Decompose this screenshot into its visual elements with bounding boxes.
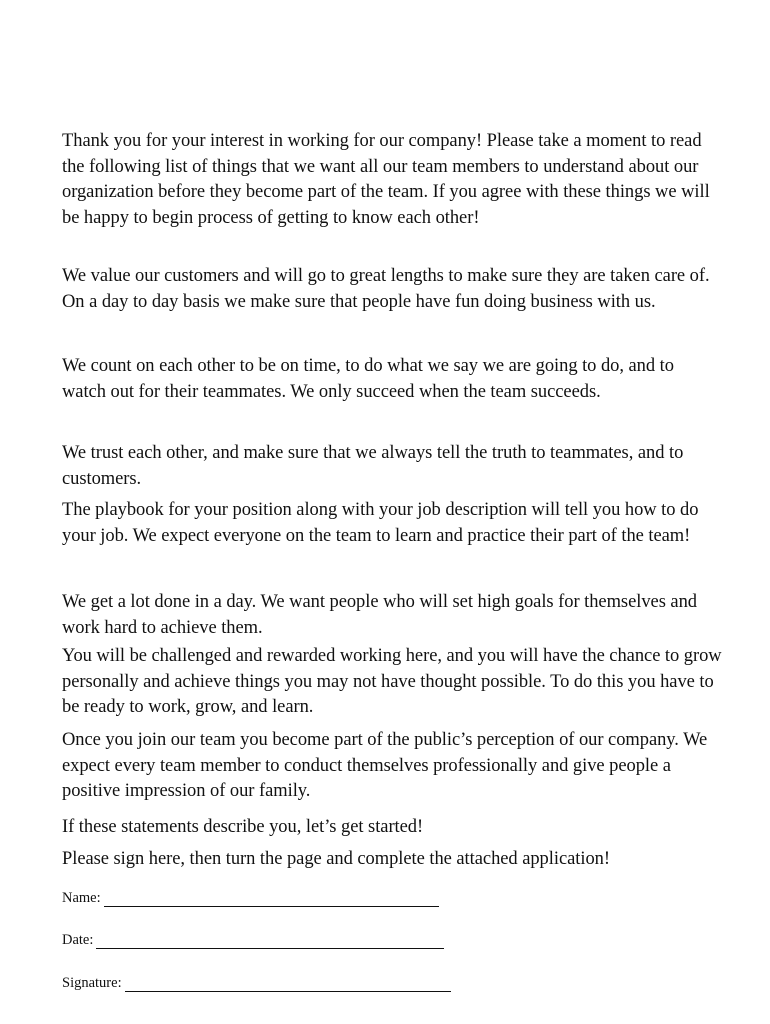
teamwork-paragraph: We count on each other to be on time, to do what we say we are going to do, and to watch out for their teammates. We only succeed when the team succeeds. bbox=[62, 356, 674, 402]
customers-paragraph: We value our customers and will go to great lengths to make sure they are taken care of. On a day to day basis we make sure that people have fun doing business with us. bbox=[62, 266, 710, 312]
get-started-paragraph: If these statements describe you, let’s get started! bbox=[62, 817, 424, 837]
name-field[interactable] bbox=[62, 885, 439, 907]
sign-instruction-paragraph: Please sign here, then turn the page and complete the attached application! bbox=[62, 849, 610, 869]
intro-paragraph: Thank you for your interest in working for our company! Please take a moment to read the following list of things that we want all our team members to understand about our organization before they become part of the team. If you agree with these things we will be happy to begin process of getting to know each other! bbox=[62, 131, 710, 228]
name-label: Name: bbox=[62, 890, 101, 906]
signature-field[interactable] bbox=[62, 970, 451, 992]
professionalism-paragraph: Once you join our team you become part of the public’s perception of our company. We expect every team member to conduct themselves professionally and give people a positive impression of our family. bbox=[62, 730, 708, 801]
date-field[interactable] bbox=[62, 927, 444, 949]
trust-paragraph: We trust each other, and make sure that we always tell the truth to teammates, and to customers. bbox=[62, 443, 684, 489]
name-line[interactable] bbox=[104, 890, 439, 907]
date-line[interactable] bbox=[96, 932, 444, 949]
signature-line[interactable] bbox=[125, 975, 451, 992]
growth-paragraph: You will be challenged and rewarded working here, and you will have the chance to grow personally and achieve things you may not have thought possible. To do this you have to be ready to work, grow, and learn. bbox=[62, 646, 722, 717]
goals-paragraph: We get a lot done in a day. We want people who will set high goals for themselves and work hard to achieve them. bbox=[62, 592, 697, 638]
playbook-paragraph: The playbook for your position along with your job description will tell you how to do your job. We expect everyone on the team to learn and practice their part of the team! bbox=[62, 500, 699, 546]
signature-label: Signature: bbox=[62, 975, 122, 991]
date-label: Date: bbox=[62, 932, 94, 948]
